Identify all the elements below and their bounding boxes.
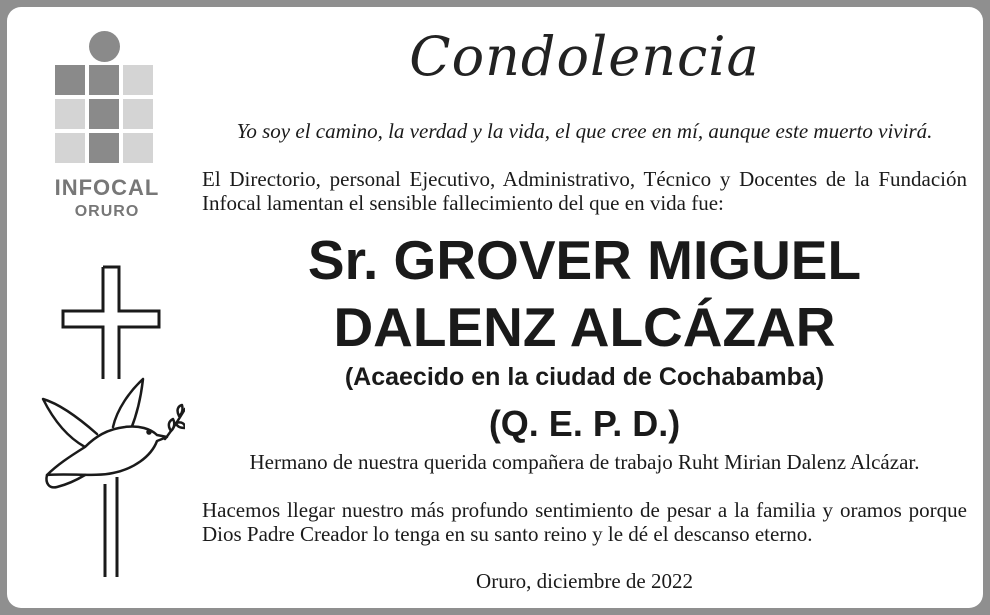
deceased-name-line-1: Sr. GROVER MIGUEL bbox=[307, 229, 862, 291]
dove-icon bbox=[43, 379, 185, 487]
logo-cell bbox=[123, 99, 153, 129]
bible-verse: Yo soy el camino, la verdad y la vida, el que cree en mí, aunque este muerto vivirá. bbox=[236, 119, 933, 143]
logo-cell bbox=[89, 65, 119, 95]
logo-cell bbox=[55, 99, 85, 129]
logo-head-circle bbox=[89, 31, 120, 62]
condolence-message: Hacemos llegar nuestro más profundo sentimiento de pesar a la familia y oramos porque Dios Padre Creador lo tenga en su santo reino y le dé el descanso eterno. bbox=[202, 498, 967, 546]
condolence-card bbox=[7, 7, 983, 608]
page-title: Condolencia bbox=[409, 25, 760, 88]
logo-city-text: ORURO bbox=[74, 203, 140, 220]
deceased-name-line-2: DALENZ ALCÁZAR bbox=[333, 296, 836, 358]
logo-grid bbox=[55, 65, 155, 163]
logo-cell bbox=[89, 99, 119, 129]
rip-text: (Q. E. P. D.) bbox=[488, 403, 681, 444]
intro-paragraph: El Directorio, personal Ejecutivo, Administrativo, Técnico y Docentes de la Fundación Infocal lamentan el sensible fallecimiento del que en vida fue: bbox=[202, 167, 967, 215]
logo-cell bbox=[89, 133, 119, 163]
place-date-footer: Oruro, diciembre de 2022 bbox=[476, 569, 693, 593]
place-of-death: (Acaecido en la ciudad de Cochabamba) bbox=[344, 363, 825, 391]
cross-dove-emblem bbox=[35, 259, 185, 584]
logo-brand-text: INFOCAL bbox=[54, 175, 160, 200]
sibling-note: Hermano de nuestra querida compañera de trabajo Ruht Mirian Dalenz Alcázar. bbox=[249, 450, 920, 474]
infocal-logo bbox=[55, 31, 161, 231]
logo-cell bbox=[123, 133, 153, 163]
logo-cell bbox=[123, 65, 153, 95]
logo-cell bbox=[55, 65, 85, 95]
logo-cell bbox=[55, 133, 85, 163]
deceased-name bbox=[202, 227, 967, 361]
